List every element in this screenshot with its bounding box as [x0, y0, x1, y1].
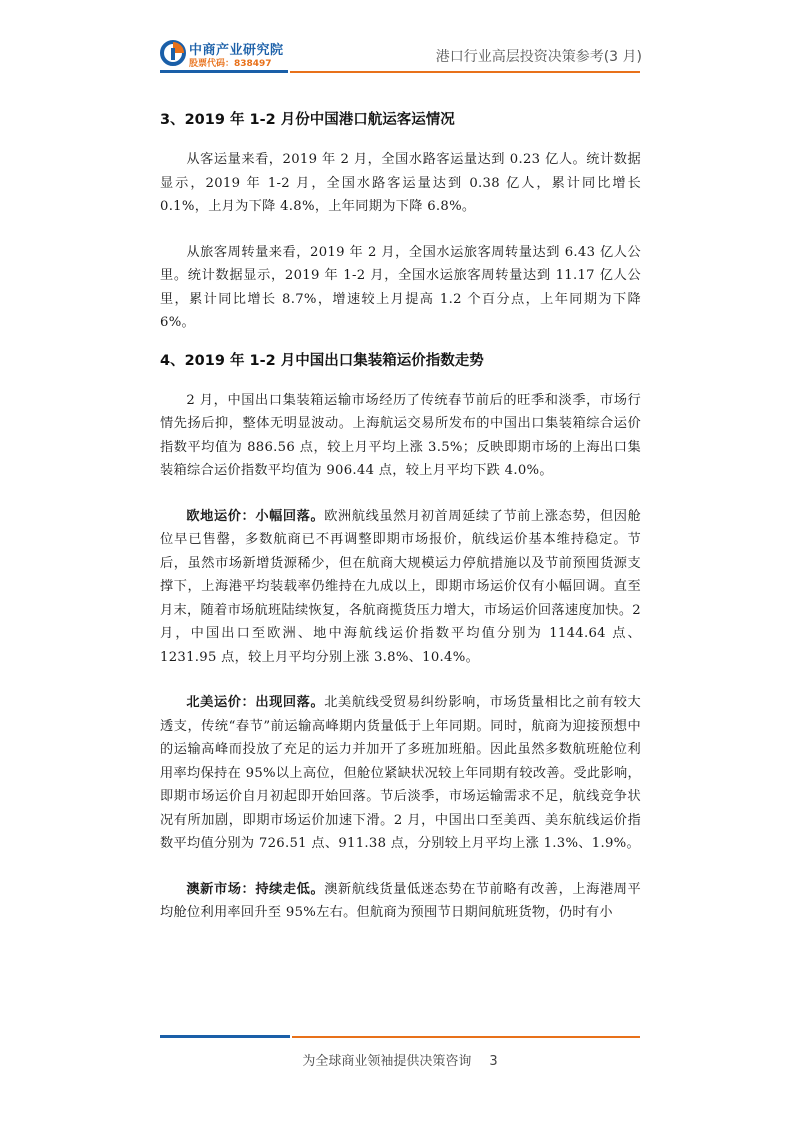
paragraph-lead: 澳新市场：持续走低。	[186, 881, 325, 897]
paragraph-text: 北美航线受贸易纠纷影响，市场货量相比之前有较大透支，传统“春节”前运输高峰期内货量低于上年同期。同时，航商为迎接预想中的运输高峰而投放了充足的运力并加开了多班加班船。因此虽然多数航班舱位利用率均保持在 95%以上高位，但舱位紧缺状况较上年同期有较改善。受此影响，即期市场运价自月初起即开始回落。节后淡季，市场运输需求不足，航线竞争状况有所加剧，即期市场运价加速下滑。2 月，中国出口至美西、美东航线运价指数平均值分别为 726.51 点、911.38 点，分别较上月平均上涨 1.3%、1.9%。	[160, 695, 642, 851]
market-paragraph-australia-nz	[160, 878, 641, 925]
paragraph-lead: 北美运价：出现回落。	[186, 695, 325, 710]
footer-divider-orange	[292, 1036, 640, 1038]
header-divider-blue	[160, 70, 288, 73]
document-body	[160, 104, 641, 925]
logo-stock-code: 股票代码：838497	[189, 59, 272, 69]
footer-slogan: 为全球商业领袖提供决策咨询	[302, 1054, 472, 1069]
paragraph-text: 欧洲航线虽然月初首周延续了节前上涨态势，但因舱位早已售罄，多数航商已不再调整即期市场报价，航线运价基本维持稳定。节后，虽然市场新增货源稀少，但在航商大规模运力停航措施以及节前预囤货源支撑下，上海港平均装载率仍维持在九成以上，即期市场运价仅有小幅回调。直至月末，随着市场航班陆续恢复，各航商揽货压力增大，市场运价回落速度加快。2 月，中国出口至欧洲、地中海航线运价指数平均值分别为 1144.64 点、1231.95 点，较上月平均分别上涨 3.8%、10.4%。	[160, 508, 642, 665]
company-logo	[160, 38, 300, 72]
section-heading: 3、2019 年 1-2 月份中国港口航运客运情况	[160, 112, 455, 128]
paragraph: 从客运量来看，2019 年 2 月，全国水路客运量达到 0.23 亿人。统计数据显示，2019 年 1-2 月，全国水路客运量达到 0.38 亿人，累计同比增长 0.1%，上月为下降 4.8%，上年同期为下降 6.8%。	[160, 152, 641, 214]
paragraph-lead: 欧地运价：小幅回落。	[186, 508, 325, 524]
page-header	[0, 0, 800, 80]
logo-company-name: 中商产业研究院	[189, 43, 284, 58]
paragraph-text: 澳新航线货量低迷态势在节前略有改善，上海港周平均舱位利用率回升至 95%左右。但航商为预囤节日期间航班货物，仍时有小	[160, 881, 642, 920]
page-footer	[0, 1050, 800, 1069]
paragraph: 2 月，中国出口集装箱运输市场经历了传统春节前后的旺季和淡季，市场行情先扬后抑，整体无明显波动。上海航运交易所发布的中国出口集装箱综合运价指数平均值为 886.56 点，较上月平均上涨 3.5%；反映即期市场的上海出口集装箱综合运价指数平均值为 906.44 点，较上月平均下跌 4.0%。	[160, 392, 641, 478]
report-title: 港口行业高层投资决策参考(3 月)	[435, 49, 642, 65]
footer-divider-blue	[160, 1035, 290, 1038]
page-number: 3	[489, 1054, 498, 1069]
market-paragraph-europe	[160, 505, 641, 670]
header-divider-orange	[290, 71, 640, 73]
logo-mark-icon	[160, 40, 186, 66]
section-heading: 4、2019 年 1-2 月中国出口集装箱运价指数走势	[160, 352, 484, 369]
market-paragraph-north-america	[160, 691, 641, 856]
paragraph: 从旅客周转量来看，2019 年 2 月，全国水运旅客周转量达到 6.43 亿人公里。统计数据显示，2019 年 1-2 月，全国水运旅客周转量达到 11.17 亿人公里，累计同比增长 8.7%，增速较上月提高 1.2 个百分点，上年同期为下降 6%。	[160, 244, 641, 330]
